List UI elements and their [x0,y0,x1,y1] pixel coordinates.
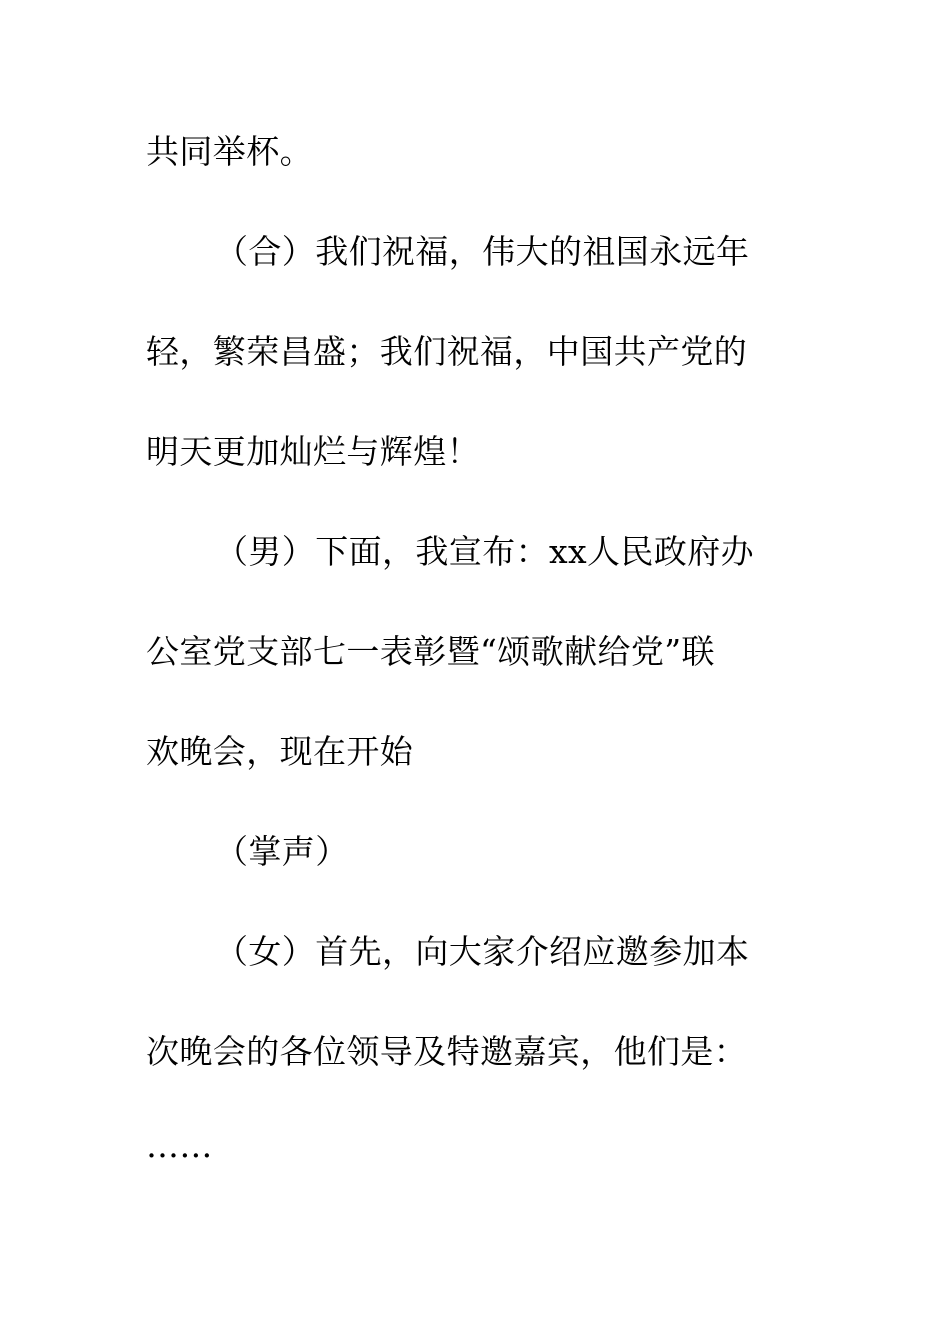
text-line-7: 欢晚会，现在开始 [146,732,414,771]
text-line-11: …… [146,1126,213,1165]
text-line-2: （合）我们祝福，伟大的祖国永远年 [215,232,750,271]
text-line-9: （女）首先，向大家介绍应邀参加本 [215,932,750,971]
text-line-10: 次晚会的各位领导及特邀嘉宾，他们是： [146,1032,748,1071]
text-line-6: 公室党支部七一表彰暨“颂歌献给党”联 [146,632,715,671]
text-line-8: （掌声） [215,832,349,871]
text-line-3: 轻，繁荣昌盛；我们祝福，中国共产党的 [146,332,748,371]
text-line-5: （男）下面，我宣布：xx人民政府办 [215,532,755,571]
text-line-1: 共同举杯。 [146,132,313,171]
text-line-4: 明天更加灿烂与辉煌！ [146,432,480,471]
